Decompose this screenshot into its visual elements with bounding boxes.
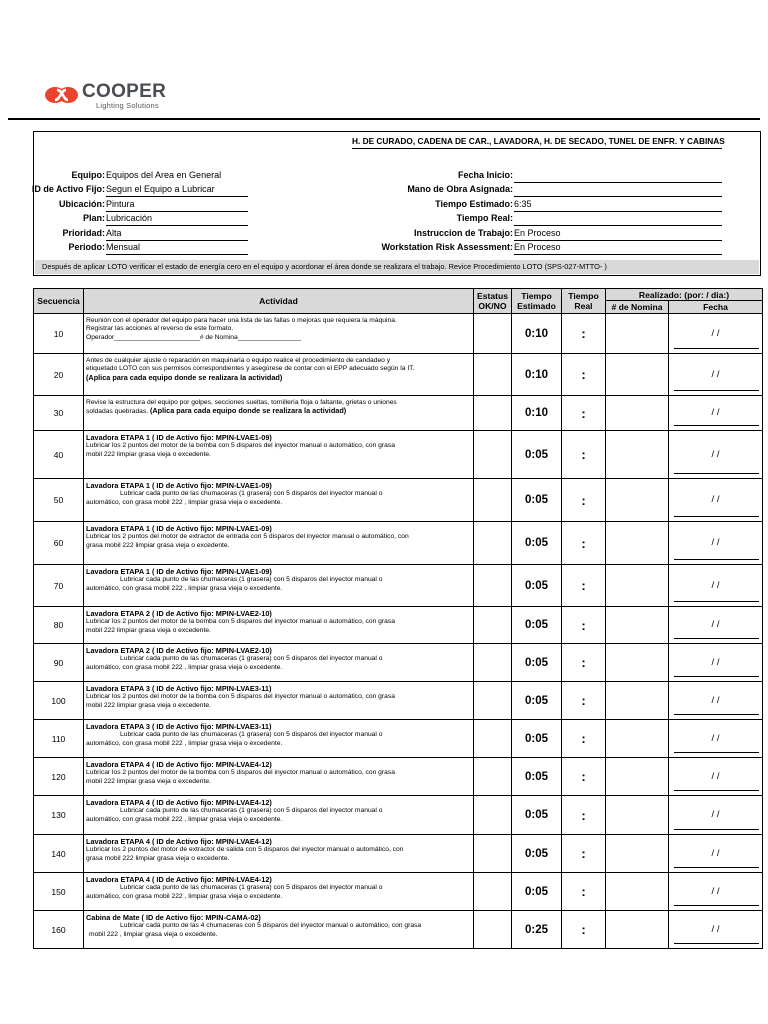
table-row <box>34 720 763 758</box>
row-fecha-input[interactable] <box>669 607 763 644</box>
row-actividad <box>84 911 474 949</box>
activity-line <box>86 740 471 748</box>
date-underline <box>674 867 759 868</box>
date-underline <box>674 943 759 944</box>
activity-note: (Aplica para cada equipo donde se realizara la actividad) <box>149 406 347 416</box>
activity-line <box>86 816 471 824</box>
row-secuencia: 150 <box>34 873 84 911</box>
row-tiempo-estimado: 0:05 <box>512 431 562 479</box>
row-secuencia: 100 <box>34 682 84 720</box>
date-underline <box>674 638 759 639</box>
header-tiempo-real: Tiempo Real <box>562 289 606 314</box>
row-estatus-input[interactable] <box>474 835 512 873</box>
header-realizado: Realizado: (por: / dia:) <box>606 289 763 301</box>
field-value[interactable]: 6:35 <box>514 199 722 212</box>
activity-text: Lubricar los 2 puntos del motor de extractor de entrada con 5 disparos del inyector manual o automático, con <box>86 533 409 541</box>
row-tiempo-estimado: 0:05 <box>512 720 562 758</box>
activity-title: Lavadora ETAPA 1 ( ID de Activo fijo: MPIN-LVAE1-09) <box>86 567 272 576</box>
row-fecha-input[interactable] <box>669 835 763 873</box>
activity-line <box>86 618 471 626</box>
row-tiempo-real-input[interactable]: : <box>562 431 606 479</box>
activity-text: grasa mobil 222 limpiar grasa vieja o excedente. <box>86 541 230 549</box>
activity-text: grasa mobil 222 limpiar grasa vieja o excedente. <box>86 854 230 862</box>
activity-text: mobil 222 limpiar grasa vieja o excedente. <box>86 701 211 709</box>
row-tiempo-real-input[interactable]: : <box>562 354 606 396</box>
table-row <box>34 431 763 479</box>
row-tiempo-real-input[interactable]: : <box>562 911 606 949</box>
row-secuencia: 80 <box>34 607 84 644</box>
row-actividad <box>84 396 474 431</box>
activity-text: automático, con grasa mobil 222 , limpiar grasa vieja o excedente. <box>86 584 283 592</box>
date-placeholder: / / <box>711 536 720 548</box>
activity-text: automático, con grasa mobil 222 , limpiar grasa vieja o excedente. <box>86 498 283 506</box>
activity-title: Cabina de Mate ( ID de Activo fijo: MPIN-CAMA-02) <box>86 913 261 922</box>
table-row <box>34 644 763 682</box>
activity-text: Reunión con el operador del equipo para hacer una lista de las fallas o mejoras que requiera la máquina. <box>86 317 397 324</box>
date-underline <box>674 829 759 830</box>
loto-notice: Después de aplicar LOTO verificar el estado de energía cero en el equipo y acordonar el área donde se realizara el trabajo. Revice Procedimiento LOTO (SPS-027-MTTO- ) <box>35 260 759 274</box>
activity-text: mobil 222 limpiar grasa vieja o excedente. <box>86 626 211 634</box>
row-actividad <box>84 873 474 911</box>
row-nomina-input[interactable] <box>606 758 669 796</box>
row-nomina-input[interactable] <box>606 479 669 522</box>
field-value[interactable]: Pintura <box>106 199 248 212</box>
row-estatus-input[interactable] <box>474 479 512 522</box>
row-nomina-input[interactable] <box>606 644 669 682</box>
field-value[interactable]: Mensual <box>106 242 248 255</box>
row-tiempo-estimado: 0:05 <box>512 835 562 873</box>
activity-title: Lavadora ETAPA 4 ( ID de Activo fijo: MPIN-LVAE4-12) <box>86 875 272 884</box>
activity-line <box>86 855 471 863</box>
table-row <box>34 911 763 949</box>
field-value[interactable]: En Proceso <box>514 242 722 255</box>
row-fecha-input[interactable] <box>669 479 763 522</box>
row-tiempo-real-input[interactable]: : <box>562 682 606 720</box>
activity-text: Lubricar los 2 puntos del motor de la bomba con 5 disparos del inyector manual o automático, con grasa <box>86 693 395 701</box>
table-row <box>34 607 763 644</box>
date-underline <box>674 348 759 349</box>
row-tiempo-real-input[interactable]: : <box>562 607 606 644</box>
activity-title: Lavadora ETAPA 1 ( ID de Activo fijo: MPIN-LVAE1-09) <box>86 433 272 442</box>
row-actividad <box>84 607 474 644</box>
field-label: Ubicación: <box>58 199 105 209</box>
row-estatus-input[interactable] <box>474 565 512 607</box>
row-tiempo-real-input[interactable]: : <box>562 396 606 431</box>
activity-text: Lubricar cada punto de las chumaceras (1 grasera) con 5 disparos del inyector manual o <box>120 490 383 498</box>
activity-text: Lubricar los 2 puntos del motor de la bomba con 5 disparos del inyector manual o automático, con grasa <box>86 769 395 777</box>
date-underline <box>674 905 759 906</box>
activity-line <box>86 442 471 450</box>
row-fecha-input[interactable] <box>669 911 763 949</box>
activity-title: Lavadora ETAPA 2 ( ID de Activo fijo: MPIN-LVAE2-10) <box>86 646 272 655</box>
field-label: Prioridad: <box>62 228 105 238</box>
activity-line <box>86 542 471 550</box>
row-tiempo-estimado: 0:10 <box>512 354 562 396</box>
row-nomina-input[interactable] <box>606 607 669 644</box>
row-tiempo-estimado: 0:05 <box>512 796 562 835</box>
field-label: Workstation Risk Assessment: <box>381 242 513 252</box>
row-estatus-input[interactable] <box>474 796 512 835</box>
activity-line <box>86 374 471 383</box>
row-estatus-input[interactable] <box>474 314 512 354</box>
logo-tagline: Lighting Solutions <box>96 101 159 110</box>
row-estatus-input[interactable] <box>474 911 512 949</box>
row-tiempo-real-input[interactable]: : <box>562 479 606 522</box>
activity-title: Lavadora ETAPA 1 ( ID de Activo fijo: MPIN-LVAE1-09) <box>86 524 272 533</box>
row-fecha-input[interactable] <box>669 644 763 682</box>
row-secuencia: 120 <box>34 758 84 796</box>
field-label: Instruccion de Trabajo: <box>413 228 513 238</box>
field-value[interactable]: Lubricación <box>106 213 248 226</box>
table-row <box>34 354 763 396</box>
row-estatus-input[interactable] <box>474 396 512 431</box>
activity-line <box>86 655 471 663</box>
activity-line <box>86 922 471 930</box>
row-nomina-input[interactable] <box>606 314 669 354</box>
date-underline <box>674 559 759 560</box>
row-actividad <box>84 479 474 522</box>
date-underline <box>674 676 759 677</box>
row-estatus-input[interactable] <box>474 354 512 396</box>
field-label: Mano de Obra Asignada: <box>407 184 513 194</box>
date-placeholder: / / <box>711 885 720 897</box>
row-actividad <box>84 522 474 565</box>
row-nomina-input[interactable] <box>606 431 669 479</box>
table-row <box>34 565 763 607</box>
activity-text: automático, con grasa mobil 222 , limpiar grasa vieja o excedente. <box>86 739 283 747</box>
row-tiempo-estimado: 0:25 <box>512 911 562 949</box>
row-tiempo-estimado: 0:05 <box>512 644 562 682</box>
header-secuencia: Secuencia <box>34 289 84 314</box>
date-underline <box>674 752 759 753</box>
activity-text: mobil 222 limpiar grasa vieja o excedente. <box>86 777 211 785</box>
row-actividad <box>84 796 474 835</box>
row-fecha-input[interactable] <box>669 314 763 354</box>
activity-title: Lavadora ETAPA 3 ( ID de Activo fijo: MPIN-LVAE3-11) <box>86 684 272 693</box>
date-placeholder: / / <box>711 327 720 339</box>
row-tiempo-estimado: 0:05 <box>512 522 562 565</box>
table-row <box>34 873 763 911</box>
row-nomina-input[interactable] <box>606 354 669 396</box>
row-estatus-input[interactable] <box>474 720 512 758</box>
table-row <box>34 682 763 720</box>
row-tiempo-real-input[interactable]: : <box>562 565 606 607</box>
row-secuencia: 60 <box>34 522 84 565</box>
row-estatus-input[interactable] <box>474 607 512 644</box>
row-actividad <box>84 431 474 479</box>
table-row <box>34 796 763 835</box>
header-tiempo-estimado: Tiempo Estimado <box>512 289 562 314</box>
table-row <box>34 479 763 522</box>
row-secuencia: 140 <box>34 835 84 873</box>
row-actividad <box>84 682 474 720</box>
activity-line <box>86 317 471 325</box>
date-placeholder: / / <box>711 579 720 591</box>
row-actividad <box>84 720 474 758</box>
date-underline <box>674 390 759 391</box>
row-secuencia: 90 <box>34 644 84 682</box>
activity-line <box>86 893 471 901</box>
row-estatus-input[interactable] <box>474 758 512 796</box>
header-actividad: Actividad <box>84 289 474 314</box>
row-fecha-input[interactable] <box>669 758 763 796</box>
date-placeholder: / / <box>711 368 720 380</box>
row-estatus-input[interactable] <box>474 431 512 479</box>
row-secuencia: 160 <box>34 911 84 949</box>
activity-line <box>86 533 471 541</box>
row-fecha-input[interactable] <box>669 565 763 607</box>
logo-wordmark: COOPER <box>82 81 167 102</box>
activity-line <box>86 627 471 635</box>
row-fecha-input[interactable] <box>669 396 763 431</box>
field-value[interactable] <box>514 170 722 183</box>
row-estatus-input[interactable] <box>474 873 512 911</box>
row-tiempo-real-input[interactable]: : <box>562 835 606 873</box>
activity-text: automático, con grasa mobil 222 , limpiar grasa vieja o excedente. <box>86 663 283 671</box>
row-secuencia: 110 <box>34 720 84 758</box>
row-fecha-input[interactable] <box>669 796 763 835</box>
row-tiempo-real-input[interactable]: : <box>562 873 606 911</box>
activity-text: etiquetado LOTO con sus permisos correspondientes y asegúrese de contar con el EPP adecuado según la IT. <box>86 365 415 373</box>
row-fecha-input[interactable] <box>669 431 763 479</box>
activity-text: Lubricar cada punto de las chumaceras (1 grasera) con 5 disparos del inyector manual o <box>120 884 383 892</box>
date-placeholder: / / <box>711 808 720 820</box>
row-actividad <box>84 644 474 682</box>
field-value[interactable]: Equipos del Area en General <box>106 170 222 180</box>
activity-line <box>86 702 471 710</box>
activity-title: Lavadora ETAPA 1 ( ID de Activo fijo: MPIN-LVAE1-09) <box>86 481 272 490</box>
row-nomina-input[interactable] <box>606 565 669 607</box>
date-placeholder: / / <box>711 406 720 418</box>
field-label: Fecha Inicio: <box>457 170 513 180</box>
row-fecha-input[interactable] <box>669 354 763 396</box>
table-row <box>34 758 763 796</box>
activity-text: Lubricar cada punto de las chumaceras (1 grasera) con 5 disparos del inyector manual o <box>120 576 383 584</box>
row-estatus-input[interactable] <box>474 644 512 682</box>
row-fecha-input[interactable] <box>669 720 763 758</box>
table-row <box>34 314 763 354</box>
field-value[interactable] <box>514 184 722 197</box>
area-title: H. DE CURADO, CADENA DE CAR., LAVADORA, H. DE SECADO, TUNEL DE ENFR. Y CABINAS <box>352 136 722 149</box>
activity-text: Lubricar cada punto de las chumaceras (1 grasera) con 5 disparos del inyector manual o <box>120 807 383 815</box>
activity-text: mobil 222 limpiar grasa vieja o excedente. <box>86 450 211 458</box>
row-tiempo-estimado: 0:05 <box>512 479 562 522</box>
field-value[interactable]: En Proceso <box>514 228 722 241</box>
date-placeholder: / / <box>711 732 720 744</box>
activity-text: Lubricar cada punto de las chumaceras (1 grasera) con 5 disparos del inyector manual o <box>120 731 383 739</box>
row-tiempo-real-input[interactable]: : <box>562 314 606 354</box>
row-tiempo-estimado: 0:05 <box>512 873 562 911</box>
row-tiempo-estimado: 0:10 <box>512 314 562 354</box>
activity-line <box>86 490 471 498</box>
activity-text: Revise la estructura del equipo por golpes, secciones sueltas, tornillería floja o faltante, grietas o uniones <box>86 399 397 406</box>
activity-line <box>86 807 471 815</box>
table-row <box>34 522 763 565</box>
activity-text: automático, con grasa mobil 222 , limpiar grasa vieja o excedente. <box>86 892 283 900</box>
row-nomina-input[interactable] <box>606 720 669 758</box>
row-secuencia: 130 <box>34 796 84 835</box>
row-tiempo-real-input[interactable]: : <box>562 758 606 796</box>
row-tiempo-estimado: 0:05 <box>512 682 562 720</box>
field-label: Tiempo Real: <box>456 213 513 223</box>
activity-text: Operador_______________________# de Nomina_________________ <box>86 333 301 341</box>
row-nomina-input[interactable] <box>606 911 669 949</box>
field-label: Tiempo Estimado: <box>435 199 513 209</box>
row-secuencia: 30 <box>34 396 84 431</box>
activity-title: Lavadora ETAPA 2 ( ID de Activo fijo: MPIN-LVAE2-10) <box>86 609 272 618</box>
date-placeholder: / / <box>711 448 720 460</box>
activity-line <box>86 407 471 416</box>
date-underline <box>674 601 759 602</box>
date-placeholder: / / <box>711 770 720 782</box>
field-label: Equipo: <box>71 170 105 180</box>
activity-text: Antes de cualquier ajuste o reparación en maquinaria o equipo realice el procedimiento de candadeo y <box>86 357 391 364</box>
activity-text: Lubricar los 2 puntos del motor de la bomba con 5 disparos del inyector manual o automático, con grasa <box>86 442 395 450</box>
date-underline <box>674 425 759 426</box>
activity-line <box>86 499 471 507</box>
row-estatus-input[interactable] <box>474 522 512 565</box>
activity-line <box>86 846 471 854</box>
row-actividad <box>84 314 474 354</box>
row-nomina-input[interactable] <box>606 522 669 565</box>
row-nomina-input[interactable] <box>606 835 669 873</box>
row-tiempo-estimado: 0:05 <box>512 565 562 607</box>
date-underline <box>674 790 759 791</box>
activity-line <box>86 325 471 333</box>
activity-line <box>86 731 471 739</box>
row-actividad <box>84 354 474 396</box>
row-secuencia: 70 <box>34 565 84 607</box>
activity-text: Lubricar cada punto de las 4 chumaceras con 5 disparos del inyector manual o automático, con grasa <box>120 922 422 930</box>
activity-line <box>86 664 471 672</box>
row-tiempo-real-input[interactable]: : <box>562 522 606 565</box>
activity-title: Lavadora ETAPA 4 ( ID de Activo fijo: MPIN-LVAE4-12) <box>86 798 272 807</box>
row-nomina-input[interactable] <box>606 396 669 431</box>
field-value[interactable]: Alta <box>106 228 248 241</box>
row-tiempo-real-input[interactable]: : <box>562 720 606 758</box>
header-nomina: # de Nomina <box>606 301 669 314</box>
activity-line <box>86 334 471 342</box>
activity-text: Lubricar cada punto de las chumaceras (1 grasera) con 5 disparos del inyector manual o <box>120 655 383 663</box>
activity-text: Registrar las acciones al reverso de este formato. <box>86 325 234 333</box>
activity-title: Lavadora ETAPA 3 ( ID de Activo fijo: MPIN-LVAE3-11) <box>86 722 272 731</box>
date-placeholder: / / <box>711 923 720 935</box>
row-tiempo-estimado: 0:05 <box>512 758 562 796</box>
row-secuencia: 10 <box>34 314 84 354</box>
date-placeholder: / / <box>711 493 720 505</box>
row-actividad <box>84 758 474 796</box>
activity-line <box>86 576 471 584</box>
field-label: Periodo: <box>68 242 105 252</box>
row-fecha-input[interactable] <box>669 873 763 911</box>
header-fecha: Fecha <box>669 301 763 314</box>
row-tiempo-real-input[interactable]: : <box>562 796 606 835</box>
cooper-logo-mark-icon <box>44 85 80 105</box>
row-nomina-input[interactable] <box>606 873 669 911</box>
cooper-logo <box>44 81 184 111</box>
row-actividad <box>84 835 474 873</box>
date-placeholder: / / <box>711 656 720 668</box>
activity-text: Lubricar los 2 puntos del motor de extractor de salida con 5 disparos del inyector manual o automático, con <box>86 846 404 854</box>
date-placeholder: / / <box>711 694 720 706</box>
activity-line <box>86 769 471 777</box>
activity-line <box>86 778 471 786</box>
row-nomina-input[interactable] <box>606 682 669 720</box>
field-label: Plan: <box>82 213 105 223</box>
row-fecha-input[interactable] <box>669 682 763 720</box>
row-tiempo-real-input[interactable]: : <box>562 644 606 682</box>
header-divider <box>8 118 760 120</box>
field-label: ID de Activo Fijo: <box>31 184 105 194</box>
row-nomina-input[interactable] <box>606 796 669 835</box>
date-underline <box>674 714 759 715</box>
row-secuencia: 50 <box>34 479 84 522</box>
row-secuencia: 40 <box>34 431 84 479</box>
date-underline <box>674 473 759 474</box>
activity-line <box>86 451 471 459</box>
row-fecha-input[interactable] <box>669 522 763 565</box>
table-row <box>34 835 763 873</box>
row-estatus-input[interactable] <box>474 682 512 720</box>
date-placeholder: / / <box>711 618 720 630</box>
activity-title: Lavadora ETAPA 4 ( ID de Activo fijo: MPIN-LVAE4-12) <box>86 837 272 846</box>
activity-text: Lubricar los 2 puntos del motor de la bomba con 5 disparos del inyector manual o automático, con grasa <box>86 618 395 626</box>
activity-line <box>86 585 471 593</box>
activity-note: (Aplica para cada equipo donde se realizara la actividad) <box>86 372 283 382</box>
field-value[interactable] <box>514 213 722 226</box>
field-value[interactable]: Segun el Equipo a Lubricar <box>106 184 248 197</box>
row-tiempo-estimado: 0:05 <box>512 607 562 644</box>
activity-line <box>86 931 471 939</box>
header-estatus: Estatus OK/NO <box>474 289 512 314</box>
activity-text: automático, con grasa mobil 222 , limpiar grasa vieja o excedente. <box>86 815 283 823</box>
table-row <box>34 396 763 431</box>
row-tiempo-estimado: 0:10 <box>512 396 562 431</box>
row-actividad <box>84 565 474 607</box>
activity-text: mobil 222 , limpiar grasa vieja o excedente. <box>89 930 218 938</box>
activity-line <box>86 884 471 892</box>
activity-line <box>86 357 471 365</box>
row-secuencia: 20 <box>34 354 84 396</box>
date-underline <box>674 516 759 517</box>
activity-text: soldadas quebradas. <box>86 408 149 416</box>
activity-title: Lavadora ETAPA 4 ( ID de Activo fijo: MPIN-LVAE4-12) <box>86 760 272 769</box>
date-placeholder: / / <box>711 847 720 859</box>
activity-table <box>33 288 763 949</box>
activity-line <box>86 693 471 701</box>
